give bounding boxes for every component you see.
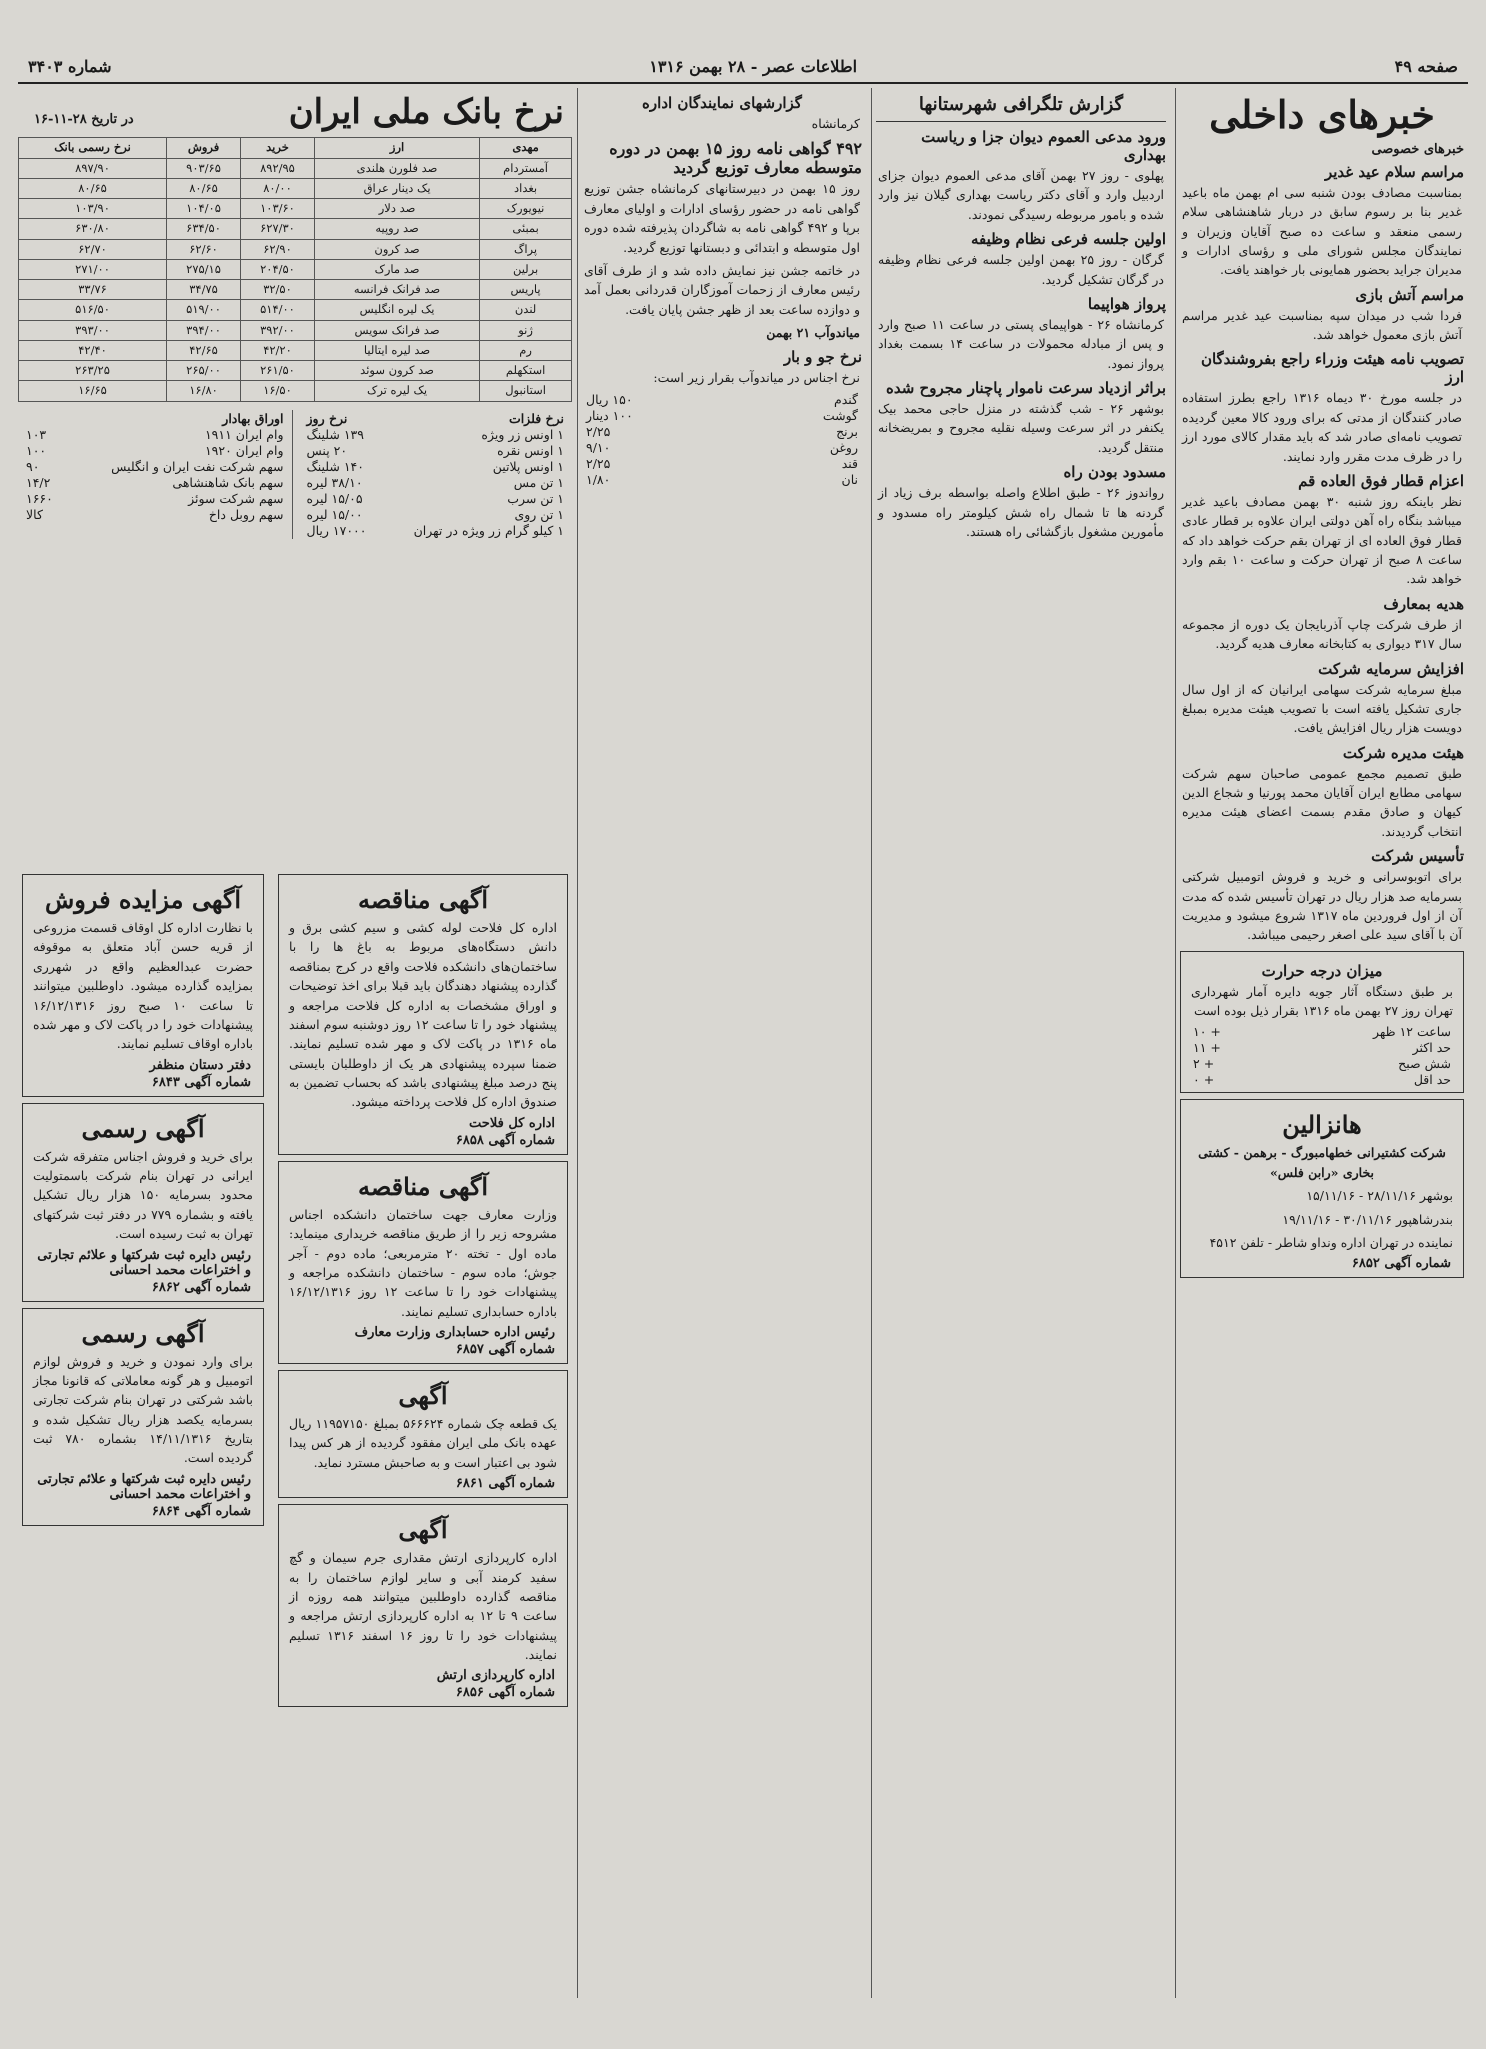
rate-cell: استکهلم bbox=[480, 361, 572, 381]
rate-cell: ۱۰۳/۹۰ bbox=[19, 199, 167, 219]
dateline: کرمانشاه bbox=[811, 116, 860, 131]
rate-cell: ۶۲/۹۰ bbox=[241, 239, 315, 259]
rate-cell: ۳۹۲/۰۰ bbox=[241, 320, 315, 340]
ad-signature: رئیس دایره ثبت شرکتها و علائم تجارتی و اختراعات محمد احسانی bbox=[37, 1247, 251, 1278]
bond-row: سهم شرکت نفت ایران و انگلیس ۹۰ bbox=[26, 458, 284, 474]
ad-signature: رئیس دایره ثبت شرکتها و علائم تجارتی و اختراعات محمد احسانی bbox=[37, 1471, 251, 1502]
masthead bbox=[18, 50, 1468, 84]
ad-line: نماینده در تهران اداره ونداو شاطر - تلفن ۴۵۱۲ bbox=[1209, 1234, 1453, 1250]
rate-cell: ۴۲/۴۰ bbox=[19, 340, 167, 360]
rate-cell: نیویورک bbox=[480, 199, 572, 219]
ad-number: شماره آگهی ۶۸۶۱ bbox=[455, 1476, 555, 1492]
paragraph: نظر باینکه روز شنبه ۳۰ بهمن مصادف باعید غدیر میباشد بنگاه راه آهن دولتی ایران علاوه بر قطار عادی قطار فوق العاده ای از تهران بقم حرکت خواهد داد که ساعت ۸ صبح از تهران حرکت و ساعت ۱۰ بقم وارد خواهد شد. bbox=[1182, 493, 1462, 587]
metals-title: نرخ فلزات bbox=[508, 410, 564, 426]
rate-cell: ۳۴/۷۵ bbox=[167, 280, 241, 300]
rate-cell: ۴۲/۲۰ bbox=[241, 340, 315, 360]
rate-cell: ۵۱۹/۰۰ bbox=[167, 300, 241, 320]
metal-row: ۱ اونس پلاتین ۱۴۰ شلینگ bbox=[306, 458, 564, 474]
ad-number: شماره آگهی ۶۸۵۸ bbox=[455, 1132, 555, 1148]
domestic-news-title: خبرهای داخلی bbox=[1209, 92, 1435, 137]
ad-text: با نظارت اداره کل اوقاف قسمت مزروعی از قریه حسن آباد متعلق به موقوفه حضرت عبدالعظیم واقع در شهرری بمزایده گذارده میشود. داوطلبین میتوانند تا ساعت ۱۰ صبح روز ۱۶/۱۲/۱۳۱۶ پیشنهادات خود را در پاکت لاک و مهر شده باداره اوقاف تسلیم نمایند. bbox=[33, 920, 254, 1052]
rate-cell: ژنو bbox=[480, 320, 572, 340]
rate-cell: صد مارک bbox=[314, 259, 479, 279]
rate-row bbox=[19, 199, 572, 219]
ad-title: آگهی مناقصه bbox=[357, 1171, 489, 1201]
price-row: برنج ۲/۲۵ bbox=[586, 423, 858, 439]
masthead-issue: اطلاعات عصر - ۲۸ بهمن ۱۳۱۶ bbox=[649, 56, 858, 76]
ad-number: شماره آگهی ۶۸۵۲ bbox=[1351, 1256, 1451, 1272]
headline: نرخ جو و بار bbox=[783, 348, 862, 367]
ad-text: برای وارد نمودن و خرید و فروش لوازم اتومبیل و هر گونه معاملاتی که قانونا مجاز باشد شرکتی در تهران بنام شرکت تجارتی بسرمایه یکصد هزار ریال تشکیل شده و بتاریخ ۱۴/۱۱/۱۳۱۶ بشماره ۷۸۰ ثبت گردیده است. bbox=[33, 1353, 253, 1466]
metal-row: ۱ تن مس ۳۸/۱۰ لیره bbox=[306, 474, 564, 490]
rate-cell: ۸۰/۶۵ bbox=[19, 178, 167, 198]
paragraph: نرخ اجناس در میاندوآب بقرار زیر است: bbox=[653, 370, 860, 386]
rate-cell: ۱۶/۸۰ bbox=[167, 381, 241, 401]
col-header: مهدی bbox=[480, 138, 572, 158]
rate-cell: ۲۰۴/۵۰ bbox=[241, 259, 315, 279]
paragraph: مبلغ سرمایه شرکت سهامی ایرانیان که از اول سال جاری تشکیل یافته است با تصویب هیئت مدیره بمبلغ دویست هزار ریال افزایش یافت. bbox=[1182, 681, 1462, 736]
bond-row: سهم روبل داخ کالا bbox=[26, 506, 284, 522]
rate-cell: پراگ bbox=[480, 239, 572, 259]
temperature-box bbox=[1180, 951, 1464, 1094]
col-header: ارز bbox=[314, 138, 479, 158]
rate-cell: یک دینار عراق bbox=[314, 178, 479, 198]
dateline: میاندوآب ۲۱ بهمن bbox=[766, 325, 860, 340]
metal-row: ۱ تن روی ۱۵/۰۰ لیره bbox=[306, 506, 564, 522]
rate-cell: ۸۰/۶۵ bbox=[167, 178, 241, 198]
headline: تصویب نامه هیئت وزراء راجع بفروشندگان ارز bbox=[1200, 350, 1464, 387]
ads-left bbox=[274, 868, 572, 1713]
ad-number: شماره آگهی ۶۸۵۶ bbox=[455, 1685, 555, 1701]
rate-cell: ۶۳۰/۸۰ bbox=[19, 219, 167, 239]
rate-cell: استانبول bbox=[480, 381, 572, 401]
rate-cell: صد روپیه bbox=[314, 219, 479, 239]
section-private-news: خبرهای خصوصی bbox=[1371, 141, 1464, 157]
rate-cell: ۲۶۳/۲۵ bbox=[19, 361, 167, 381]
hansaline-ad bbox=[1180, 1099, 1464, 1278]
rate-cell: ۸۰/۰۰ bbox=[241, 178, 315, 198]
rate-cell: ۲۶۵/۰۰ bbox=[167, 361, 241, 381]
bonds-panel bbox=[18, 410, 293, 539]
ad-signature: اداره کارپردازی ارتش bbox=[436, 1668, 555, 1684]
rate-cell: پاریس bbox=[480, 280, 572, 300]
ad-signature: دفتر دستان منظفر bbox=[149, 1057, 251, 1073]
headline: مراسم سلام عید غدیر bbox=[1324, 162, 1464, 181]
ads-area bbox=[18, 868, 572, 1713]
rate-row bbox=[19, 219, 572, 239]
rate-cell: ۳۹۳/۰۰ bbox=[19, 320, 167, 340]
headline: براثر ازدیاد سرعت ناموار پاچنار مجروح شده bbox=[886, 379, 1166, 397]
col-header: فروش bbox=[167, 138, 241, 158]
headline: مسدود بودن راه bbox=[1063, 463, 1166, 482]
rate-cell: ۱۶/۵۰ bbox=[241, 381, 315, 401]
official-ad-2 bbox=[22, 1308, 264, 1526]
rate-row bbox=[19, 280, 572, 300]
exchange-rate-table bbox=[18, 137, 572, 401]
headline: مراسم آتش بازی bbox=[1355, 285, 1464, 304]
price-row: روغن ۹/۱۰ bbox=[586, 439, 858, 455]
headline: هدیه بمعارف bbox=[1383, 594, 1464, 613]
ad-title: هانزالین bbox=[1282, 1110, 1362, 1140]
headline: ۴۹۲ گواهی نامه روز ۱۵ بهمن در دوره متوسطه معارف توزیع گردید bbox=[609, 139, 862, 178]
col-header: خرید bbox=[241, 138, 315, 158]
column-domestic-news bbox=[1175, 88, 1468, 1998]
divider bbox=[876, 121, 1166, 122]
ad-title: آگهی رسمی bbox=[81, 1318, 205, 1348]
rate-cell: ۸۹۲/۹۵ bbox=[241, 158, 315, 178]
rate-cell: صد کرون bbox=[314, 239, 479, 259]
headline: اعزام قطار فوق العاده قم bbox=[1298, 471, 1464, 490]
column-reports bbox=[577, 88, 866, 1998]
ad-title: آگهی مزایده فروش bbox=[44, 885, 242, 914]
ad-text: اداره کل فلاحت لوله کشی و سیم کشی برق و دانش دستگاه‌های مربوط به باغ ها را با ساختمان‌های دانشکده فلاحت واقع در کرج بمناقصه گذارده پیشنهاد دهندگان باید قبلا برای اخذ توضیحات و اوراق مشخصات به اداره کل فلاحت مراجعه و پیشنهاد خود را تا ساعت ۱۲ روز دوشنبه سوم اسفند ماه ۱۳۱۶ در پاکت لاک و مهر شده تسلیم نمایند. ضمنا سپرده پیشنهادی هر یک از داوطلبان بایستی پنج درصد مبلغ پیشنهادی باشد که بحساب تضمین به صندوق اداره کل فلاحت پرداخته میشود. bbox=[289, 920, 558, 1110]
bond-row: وام ایران ۱۹۱۱ ۱۰۳ bbox=[26, 426, 284, 442]
rate-cell: ۳۹۴/۰۰ bbox=[167, 320, 241, 340]
masthead-page: صفحه ۴۹ bbox=[1394, 56, 1458, 76]
rate-cell: ۳۲/۵۰ bbox=[241, 280, 315, 300]
headline: تأسیس شرکت bbox=[1371, 847, 1464, 866]
rate-cell: صد دلار bbox=[314, 199, 479, 219]
provinces-title: گزارش تلگرافی شهرستانها bbox=[918, 94, 1124, 115]
paragraph: بوشهر ۲۶ - شب گذشته در منزل حاجی محمد بیک یکنفر در اثر سرعت وسیله نقلیه مجروح و بمریضخانه منتقل گردید. bbox=[878, 401, 1164, 455]
price-row: گندم ۱۵۰ ریال bbox=[586, 391, 858, 407]
paragraph: بر طبق دستگاه آثار جویه دایره آمار شهرداری تهران روز ۲۷ بهمن ماه ۱۳۱۶ بقرار ذیل بوده است bbox=[1191, 983, 1453, 1019]
headline: میزان درجه حرارت bbox=[1261, 961, 1383, 980]
rate-row bbox=[19, 361, 572, 381]
headline: پرواز هواپیما bbox=[1087, 294, 1166, 313]
rate-cell: ۵۱۶/۵۰ bbox=[19, 300, 167, 320]
metal-row: ۱ تن سرب ۱۵/۰۵ لیره bbox=[306, 490, 564, 506]
rate-cell: صد لیره ایتالیا bbox=[314, 340, 479, 360]
rate-row bbox=[19, 239, 572, 259]
paragraph: برای اتوبوسرانی و خرید و فروش اتومبیل شرکتی بسرمایه صد هزار ریال در تهران تأسیس شده که مدت آن از اول فروردین ماه ۱۳۱۷ شروع میشود و مدیریت آن با آقای سید علی اصغر رحیمی میباشد. bbox=[1182, 869, 1462, 943]
paragraph: روز ۱۵ بهمن در دبیرستانهای کرمانشاه جشن توزیع گواهی نامه در حضور رؤسای ادارات و اولیای معارف برپا و ۴۹۲ گواهی نامه به شاگردان پذیرفته شده دوره اول متوسطه و ابتدائی و دبستانها توزیع گردید. bbox=[584, 181, 860, 255]
rate-cell: ۲۷۱/۰۰ bbox=[19, 259, 167, 279]
rate-cell: ۶۲/۷۰ bbox=[19, 239, 167, 259]
rate-cell: ۱۶/۶۵ bbox=[19, 381, 167, 401]
rate-cell: صد فرانک سویس bbox=[314, 320, 479, 340]
rate-cell: ۲۷۵/۱۵ bbox=[167, 259, 241, 279]
rate-cell: رم bbox=[480, 340, 572, 360]
rate-row bbox=[19, 320, 572, 340]
paragraph: در جلسه مورخ ۳۰ دیماه ۱۳۱۶ راجع بطرز استفاده صادر کنندگان از مدتی که برای ورود کالا معین گردیده تصویب نامه‌ای صادر شد که باید مقدار کالای مورد ارز را در ظرف مدت مقرر وارد نمایند. bbox=[1182, 390, 1463, 464]
rate-cell: آمستردام bbox=[480, 158, 572, 178]
ad-text: برای خرید و فروش اجناس متفرقه شرکت ایرانی در تهران بنام شرکت باسمتولیت محدود بسرمایه ۱۵۰ هزار ریال تشکیل یافته و بشماره ۷۷۹ در دفتر ثبت شرکتهای تهران به ثبت رسیده است. bbox=[33, 1148, 253, 1242]
paragraph: طبق تصمیم مجمع عمومی صاحبان سهم شرکت سهامی مطابع ایران آقایان محمد پورنیا و شجاع الدین کیهان و صادق مقدم بسمت اعضای هیئت مدیره انتخاب گردیدند. bbox=[1182, 765, 1462, 839]
notice-ad-3 bbox=[278, 1370, 568, 1498]
rate-cell: ۱۰۴/۰۵ bbox=[167, 199, 241, 219]
ad-line: بوشهر ۲۸/۱۱/۱۶ - ۱۵/۱۱/۱۶ bbox=[1306, 1188, 1453, 1204]
bank-rates-title: نرخ بانک ملی ایران bbox=[288, 92, 564, 132]
rate-row bbox=[19, 259, 572, 279]
ad-title: آگهی bbox=[398, 1381, 448, 1410]
bond-row: سهم شرکت سوئز ۱۶۶۰ bbox=[26, 490, 284, 506]
paragraph: در خاتمه جشن نیز نمایش داده شد و از طرف آقای رئیس معارف از زحمات آموزگاران قدردانی بعمل آمد و دوازده ساعت بعد از ظهر جشن پایان یافت. bbox=[584, 262, 860, 317]
temp-row: حد اقل + ۰ bbox=[1193, 1072, 1451, 1088]
bonds-title: اوراق بهادار bbox=[222, 410, 284, 426]
bank-rates-date: در تاریخ ۲۸-۱۱-۱۶ bbox=[34, 112, 134, 127]
rate-cell: بمبئی bbox=[480, 219, 572, 239]
rate-cell: لندن bbox=[480, 300, 572, 320]
column-rates-and-ads bbox=[18, 88, 572, 1998]
ad-number: شماره آگهی ۶۸۵۷ bbox=[455, 1342, 555, 1357]
temp-row: حد اکثر + ۱۱ bbox=[1193, 1040, 1451, 1056]
ad-number: شماره آگهی ۶۸۴۳ bbox=[151, 1074, 251, 1090]
official-ad-1 bbox=[22, 1103, 264, 1302]
paragraph: گرگان - روز ۲۵ بهمن اولین جلسه فرعی نظام وظیفه در گرگان تشکیل گردید. bbox=[878, 252, 1164, 287]
rate-cell: ۴۲/۶۵ bbox=[167, 340, 241, 360]
notice-ad-4 bbox=[278, 1504, 568, 1707]
rate-cell: یک لیره ترک bbox=[314, 381, 479, 401]
rate-cell: بغداد bbox=[480, 178, 572, 198]
rate-cell: یک لیره انگلیس bbox=[314, 300, 479, 320]
headline: اولین جلسه فرعی نظام وظیفه bbox=[970, 230, 1166, 249]
ad-number: شماره آگهی ۶۸۶۴ bbox=[151, 1503, 251, 1519]
newspaper-page bbox=[18, 20, 1468, 2030]
ad-line: بندرشاهپور ۳۰/۱۱/۱۶ - ۱۹/۱۱/۱۶ bbox=[1282, 1211, 1453, 1227]
rate-row bbox=[19, 300, 572, 320]
rate-cell: صد کرون سوئد bbox=[314, 361, 479, 381]
ad-text: وزارت معارف جهت ساختمان دانشکده اجناس مشروحه زیر را از طریق مناقصه خریداری مینماید: ماده اول - تخته ۲۰ مترمربعی؛ ماده دوم - آجر جوش؛ ماده سوم - ساختمان دانشکده مراجعه و پیشنهادات خود را تا ساعت ۱۲ روز ۱۶/۱۲/۱۳۱۶ باداره حسابداری تسلیم نمایند. bbox=[289, 1206, 558, 1319]
temp-row: شش صبح + ۲ bbox=[1193, 1056, 1451, 1072]
ad-text: اداره کارپردازی ارتش مقداری جرم سیمان و گچ سفید کرمند آبی و سایر لوازم ساختمان را به مناقصه گذارده داوطلبین میتوانند همه روزه از ساعت ۹ تا ۱۲ به اداره کارپردازی ارتش مراجعه و پیشنهادات خود را تا روز ۱۶ اسفند ۱۳۱۶ تسلیم نمایند. bbox=[289, 1550, 558, 1662]
rate-cell: ۸۹۷/۹۰ bbox=[19, 158, 167, 178]
metals-panel bbox=[299, 410, 573, 539]
bond-row: وام ایران ۱۹۲۰ ۱۰۰ bbox=[26, 442, 284, 458]
tender-ad-2 bbox=[278, 1161, 568, 1364]
column-provinces bbox=[871, 88, 1170, 1998]
temp-row: ساعت ۱۲ ظهر + ۱۰ bbox=[1193, 1024, 1451, 1040]
paragraph: از طرف شرکت چاپ آذربایجان یک دوره از مجموعه سال ۳۱۷ دیواری به کتابخانه معارف هدیه گردید. bbox=[1182, 616, 1462, 652]
rate-row bbox=[19, 381, 572, 401]
rate-cell: ۲۶۱/۵۰ bbox=[241, 361, 315, 381]
paragraph: پهلوی - روز ۲۷ بهمن آقای مدعی العموم دیوان جزای اردبیل وارد و آقای دکتر ریاست بهداری گیلان نیز وارد شده و بامور مربوطه رسیدگی نمودند. bbox=[878, 168, 1164, 222]
price-row: نان ۱/۸۰ bbox=[586, 471, 858, 487]
rate-row bbox=[19, 340, 572, 360]
rate-row bbox=[19, 178, 572, 198]
rate-cell: برلین bbox=[480, 259, 572, 279]
rate-cell: ۶۲/۶۰ bbox=[167, 239, 241, 259]
col-header: نرخ رسمی بانک bbox=[19, 138, 167, 158]
paragraph: فردا شب در میدان سپه بمناسبت عید غدیر مراسم آتش بازی معمول خواهد شد. bbox=[1182, 307, 1462, 343]
ad-text: یک قطعه چک شماره ۵۶۶۶۲۴ بمبلغ ۱۱۹۵۷۱۵۰ ریال عهده بانک ملی ایران مفقود گردیده از هر کس پیدا شود بی اعتبار است و به صاحبش مسترد نماید. bbox=[289, 1416, 558, 1470]
masthead-number: شماره ۳۴۰۳ bbox=[28, 56, 112, 76]
rate-cell: ۱۰۳/۶۰ bbox=[241, 199, 315, 219]
rate-row bbox=[19, 158, 572, 178]
metal-row: ۱ اونس نقره ۲۰ پنس bbox=[306, 442, 564, 458]
ad-signature: اداره کل فلاحت bbox=[469, 1115, 555, 1131]
metals-date: نرخ روز bbox=[306, 410, 348, 426]
price-row: قند ۲/۲۵ bbox=[586, 455, 858, 471]
headline: ورود مدعی العموم دیوان جزا و ریاست بهداری bbox=[921, 128, 1166, 164]
bank-rates bbox=[18, 88, 572, 539]
paragraph: بمناسبت مصادف بودن شنبه سی ام بهمن ماه باعید غدیر بنا بر رسوم سابق در دربار شاهنشاهی سلام رسمی منعقد و ساعت ده صبح آقایان وزیران و نمایندگان مجلس شورای ملی و رؤسای ادارات و مدیران جراید بحضور همایونی بار خواهند یافت. bbox=[1182, 184, 1462, 278]
tender-ad-1 bbox=[278, 874, 568, 1155]
ad-title: آگهی رسمی bbox=[81, 1113, 205, 1143]
rate-cell: صد فلورن هلندی bbox=[314, 158, 479, 178]
headline: افزایش سرمایه شرکت bbox=[1318, 659, 1464, 678]
paragraph: رواندوز ۲۶ - طبق اطلاع واصله بواسطه برف زیاد از گردنه ها تا شمال راه شش کیلومتر راه مسدود و مأمورین مشغول بازگشائی راه هستند. bbox=[878, 485, 1164, 539]
ad-title: آگهی bbox=[398, 1515, 448, 1545]
ad-title: آگهی مناقصه bbox=[357, 885, 489, 914]
bond-row: سهم بانک شاهنشاهی ۱۴/۲ bbox=[26, 474, 284, 490]
ad-signature: رئیس اداره حسابداری وزارت معارف bbox=[354, 1325, 555, 1340]
metal-row: ۱ کیلو گرام زر ویژه در تهران ۱۷۰۰۰ ریال bbox=[306, 522, 564, 538]
ad-subtitle: شرکت کشتیرانی خطهامبورگ - برهمن - کشتی بخاری «رابن فلس» bbox=[1198, 1145, 1446, 1180]
paragraph: کرمانشاه ۲۶ - هواپیمای پستی در ساعت ۱۱ صبح وارد و پس از مبادله محمولات در ساعت ۱۴ بسمت بغداد پرواز نمود. bbox=[878, 316, 1165, 371]
metal-row: ۱ اونس زر ویژه ۱۳۹ شلینگ bbox=[306, 426, 564, 442]
rate-cell: ۹۰۳/۶۵ bbox=[167, 158, 241, 178]
rate-cell: ۶۳۴/۵۰ bbox=[167, 219, 241, 239]
rate-cell: ۵۱۴/۰۰ bbox=[241, 300, 315, 320]
headline: هیئت مدیره شرکت bbox=[1342, 743, 1464, 762]
ad-number: شماره آگهی ۶۸۶۲ bbox=[151, 1279, 251, 1295]
ads-right bbox=[18, 868, 268, 1713]
rate-cell: ۳۳/۷۶ bbox=[19, 280, 167, 300]
auction-ad bbox=[22, 874, 264, 1097]
reports-title: گزارشهای نمایندگان اداره bbox=[642, 94, 802, 112]
rate-cell: ۶۲۷/۳۰ bbox=[241, 219, 315, 239]
price-row: گوشت ۱۰۰ دینار bbox=[586, 407, 858, 423]
rate-cell: صد فرانک فرانسه bbox=[314, 280, 479, 300]
